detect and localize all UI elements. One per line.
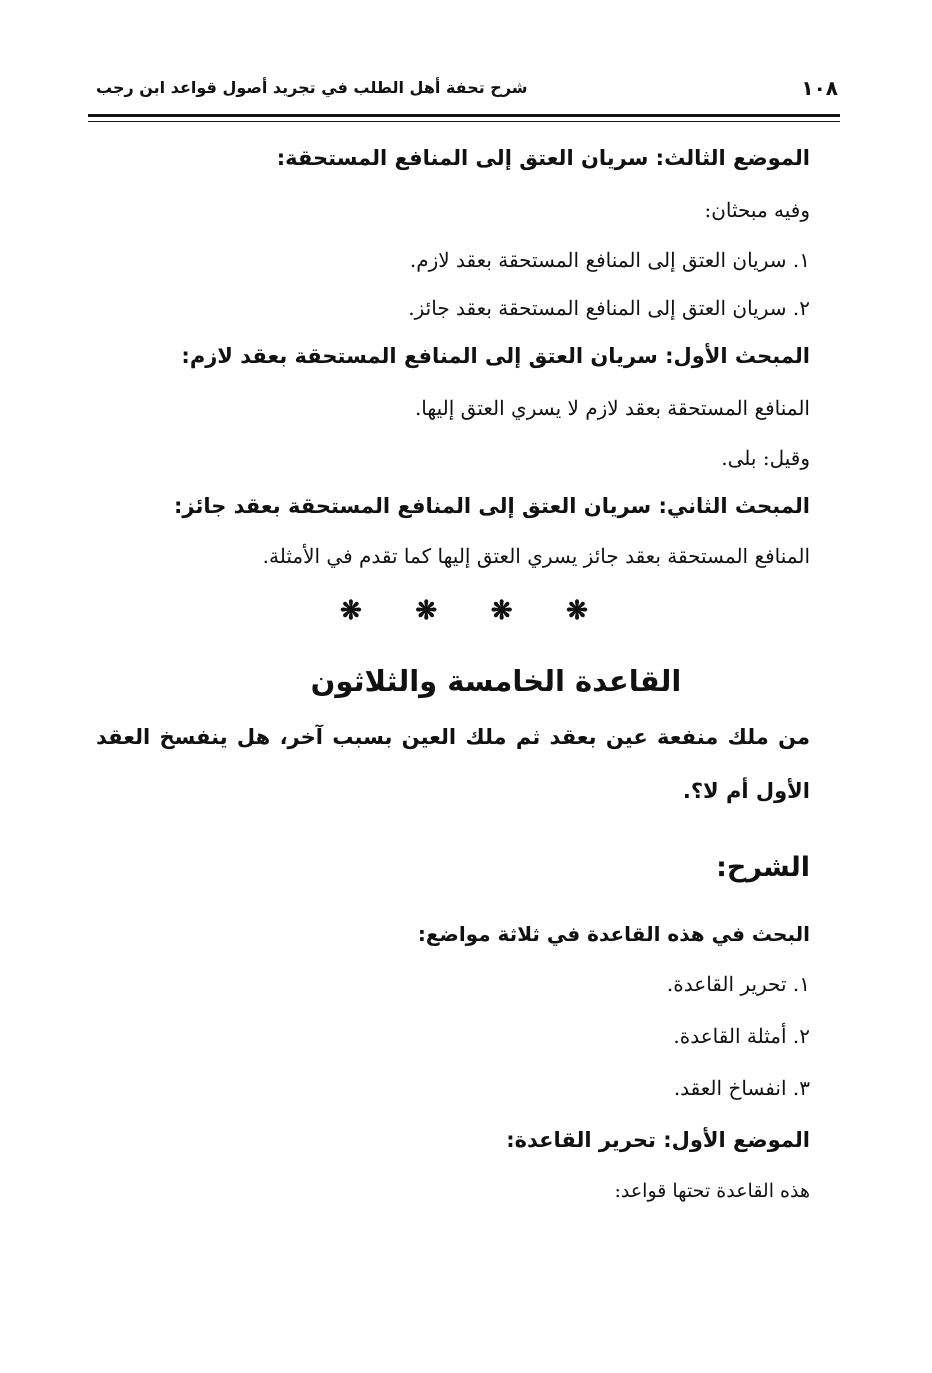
section3-intro: وفيه مبحثان: (704, 198, 810, 222)
section3-item-2: ٢. سريان العتق إلى المنافع المستحقة بعقد جائز. (408, 296, 810, 320)
section3-heading: الموضع الثالث: سريان العتق إلى المنافع المستحقة: (276, 146, 810, 170)
commentary-heading: الشرح: (716, 852, 810, 883)
header-rule-thin (88, 121, 840, 122)
commentary-intro: البحث في هذه القاعدة في ثلاثة مواضع: (417, 922, 810, 946)
topic2-heading: المبحث الثاني: سريان العتق إلى المنافع المستحقة بعقد جائز: (174, 494, 810, 518)
commentary-item-2: ٢. أمثلة القاعدة. (673, 1024, 810, 1048)
header-rule-thick (88, 114, 840, 117)
separator-star: ❋ (566, 596, 588, 626)
commentary-item-1: ١. تحرير القاعدة. (666, 972, 810, 996)
place1-text: هذه القاعدة تحتها قواعد: (614, 1180, 810, 1202)
commentary-item-3: ٣. انفساخ العقد. (673, 1076, 810, 1100)
section-separator (340, 596, 588, 626)
rule-title: القاعدة الخامسة والثلاثون (310, 664, 682, 698)
topic2-text: المنافع المستحقة بعقد جائز يسري العتق إليها كما تقدم في الأمثلة. (262, 544, 810, 568)
rule-statement: من ملك منفعة عين بعقد ثم ملك العين بسبب آخر، هل ينفسخ العقد الأول أم لا؟. (96, 725, 810, 803)
separator-star: ❋ (340, 596, 362, 626)
separator-star: ❋ (415, 596, 438, 626)
place1-heading: الموضع الأول: تحرير القاعدة: (506, 1128, 810, 1152)
section3-item-1: ١. سريان العتق إلى المنافع المستحقة بعقد لازم. (409, 248, 810, 272)
topic1-alt-opinion: وقيل: بلى. (721, 446, 810, 470)
topic1-heading: المبحث الأول: سريان العتق إلى المنافع المستحقة بعقد لازم: (181, 344, 810, 368)
separator-star: ❋ (490, 596, 513, 626)
topic1-text: المنافع المستحقة بعقد لازم لا يسري العتق إليها. (414, 396, 810, 420)
running-title: شرح تحفة أهل الطلب في تجريد أصول قواعد ابن رجب (96, 78, 528, 97)
page-number: ١٠٨ (801, 76, 838, 100)
